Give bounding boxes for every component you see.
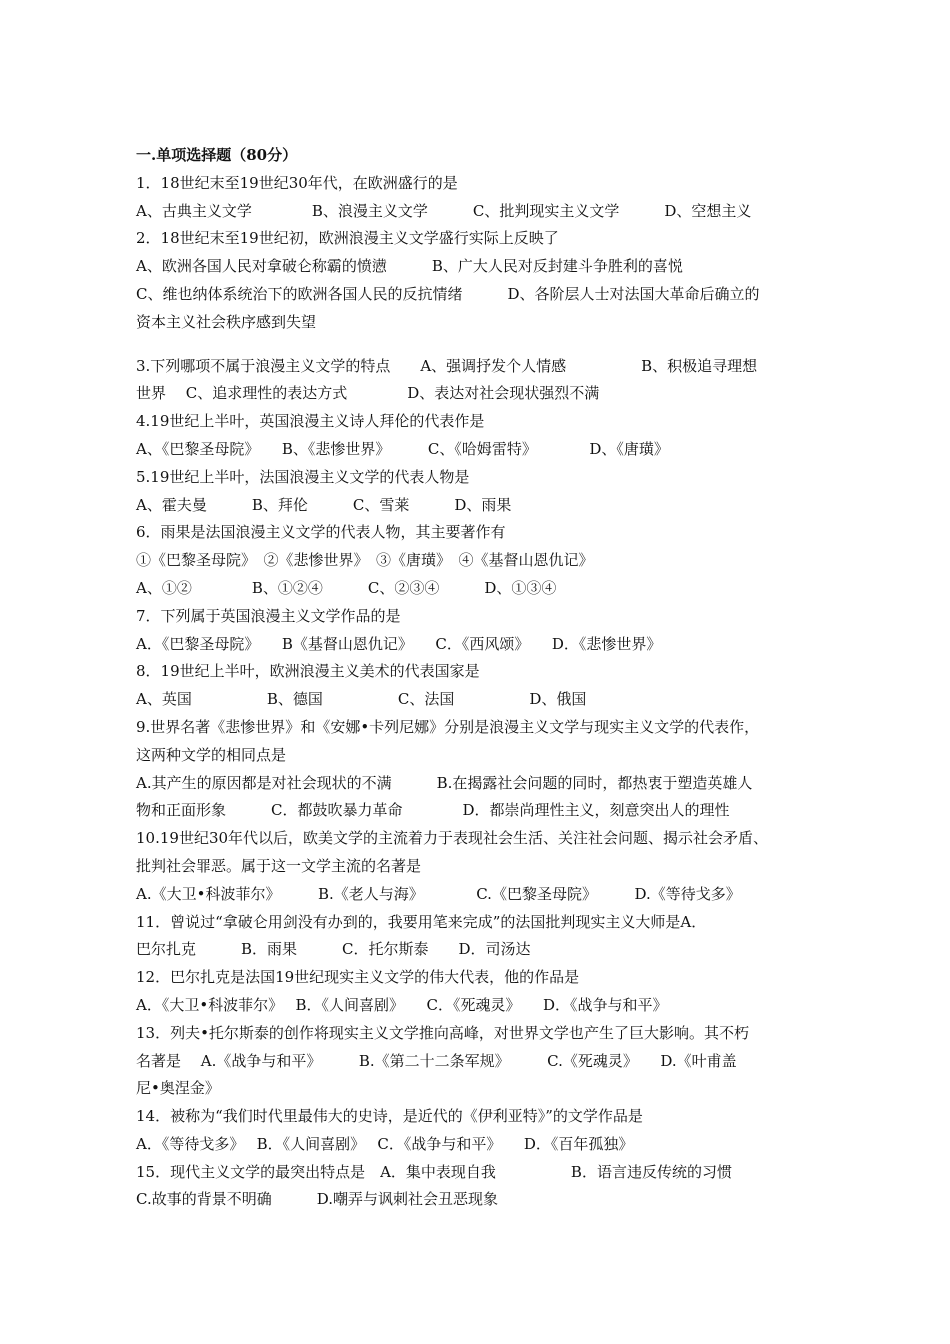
question-6-stem: 6．雨果是法国浪漫主义文学的代表人物，其主要著作有 bbox=[136, 523, 506, 542]
question-2-options-ab: A、欧洲各国人民对拿破仑称霸的愤懑 B、广大人民对反封建斗争胜利的喜悦 bbox=[136, 257, 683, 276]
question-2-options-cd-cont: 资本主义社会秩序感到失望 bbox=[136, 312, 317, 331]
question-1-options: A、古典主义文学 B、浪漫主义文学 C、批判现实主义文学 D、空想主义 bbox=[136, 201, 752, 220]
question-11-stem: 11．曾说过“拿破仑用剑没有办到的，我要用笔来完成”的法国批判现实主义大师是A． bbox=[136, 912, 707, 931]
question-15-options: C.故事的背景不明确 D.嘲弄与讽刺社会丑恶现象 bbox=[136, 1190, 498, 1209]
question-13-stem: 13．列夫•托尔斯泰的创作将现实主义文学推向高峰，对世界文学也产生了巨大影响。其不朽 bbox=[136, 1023, 749, 1042]
question-2-stem: 2．18世纪末至19世纪初，欧洲浪漫主义文学盛行实际上反映了 bbox=[136, 229, 559, 248]
question-4-stem: 4.19世纪上半叶，英国浪漫主义诗人拜伦的代表作是 bbox=[136, 412, 485, 431]
question-7-stem: 7．下列属于英国浪漫主义文学作品的是 bbox=[136, 606, 401, 625]
question-14-options: A．《等待戈多》 B．《人间喜剧》 C．《战争与和平》 D．《百年孤独》 bbox=[136, 1134, 634, 1153]
question-9-options-cd: 物和正面形象 C．都鼓吹暴力革命 D．都崇尚理性主义，刻意突出人的理性 bbox=[136, 801, 730, 820]
question-12-stem: 12．巴尔扎克是法国19世纪现实主义文学的伟大代表，他的作品是 bbox=[136, 968, 580, 987]
question-13-options: 名著是 A.《战争与和平》 B.《第二十二条军规》 C.《死魂灵》 D.《叶甫盖 bbox=[136, 1051, 737, 1070]
question-7-options: A．《巴黎圣母院》 B《基督山恩仇记》 C．《西风颂》 D．《悲惨世界》 bbox=[136, 634, 662, 653]
section-title: 一.单项选择题（80分） bbox=[136, 146, 298, 164]
question-11-options: 巴尔扎克 B．雨果 C．托尔斯泰 D．司汤达 bbox=[136, 940, 531, 959]
question-2-options-cd: C、维也纳体系统治下的欧洲各国人民的反抗情绪 D、各阶层人士对法国大革命后确立的 bbox=[136, 284, 760, 303]
blank-spacer bbox=[136, 337, 826, 353]
question-9-stem-cont: 这两种文学的相同点是 bbox=[136, 745, 287, 764]
question-15-stem: 15．现代主义文学的最突出特点是 A．集中表现自我 B．语言违反传统的习惯 bbox=[136, 1162, 732, 1181]
question-10-stem: 10.19世纪30年代以后，欧美文学的主流着力于表现社会生活、关注社会问题、揭示社会矛盾、 bbox=[136, 829, 769, 848]
question-3-stem: 3.下列哪项不属于浪漫主义文学的特点 A、强调抒发个人情感 B、积极追寻理想 bbox=[136, 356, 758, 375]
question-6-options: A、①② B、①②④ C、②③④ D、①③④ bbox=[136, 578, 557, 597]
question-6-items: ①《巴黎圣母院》 ②《悲惨世界》 ③《唐璜》 ④《基督山恩仇记》 bbox=[136, 551, 594, 570]
question-10-stem-cont: 批判社会罪恶。属于这一文学主流的名著是 bbox=[136, 856, 422, 875]
question-4-options: A、《巴黎圣母院》 B、《悲惨世界》 C、《哈姆雷特》 D、《唐璜》 bbox=[136, 439, 669, 458]
question-12-options: A．《大卫•科波菲尔》 B．《人间喜剧》 C．《死魂灵》 D．《战争与和平》 bbox=[136, 995, 668, 1014]
exam-content bbox=[136, 142, 826, 1214]
question-10-options: A.《大卫•科波菲尔》 B.《老人与海》 C.《巴黎圣母院》 D.《等待戈多》 bbox=[136, 884, 741, 903]
question-5-options: A、霍夫曼 B、拜伦 C、雪莱 D、雨果 bbox=[136, 495, 512, 514]
question-5-stem: 5.19世纪上半叶，法国浪漫主义文学的代表人物是 bbox=[136, 467, 470, 486]
question-9-options-ab: A.其产生的原因都是对社会现状的不满 B.在揭露社会问题的同时，都热衷于塑造英雄人 bbox=[136, 773, 753, 792]
question-14-stem: 14．被称为“我们时代里最伟大的史诗，是近代的《伊利亚特》”的文学作品是 bbox=[136, 1107, 643, 1126]
question-3-options: 世界 C、追求理性的表达方式 D、表达对社会现状强烈不满 bbox=[136, 384, 600, 403]
question-9-stem: 9.世界名著《悲惨世界》和《安娜•卡列尼娜》分别是浪漫主义文学与现实主义文学的代表作， bbox=[136, 717, 760, 736]
question-13-options-cont: 尼•奥涅金》 bbox=[136, 1079, 220, 1098]
question-8-options: A、英国 B、德国 C、法国 D、俄国 bbox=[136, 690, 587, 709]
question-8-stem: 8．19世纪上半叶，欧洲浪漫主义美术的代表国家是 bbox=[136, 662, 480, 681]
question-1-stem: 1．18世纪末至19世纪30年代，在欧洲盛行的是 bbox=[136, 173, 458, 192]
